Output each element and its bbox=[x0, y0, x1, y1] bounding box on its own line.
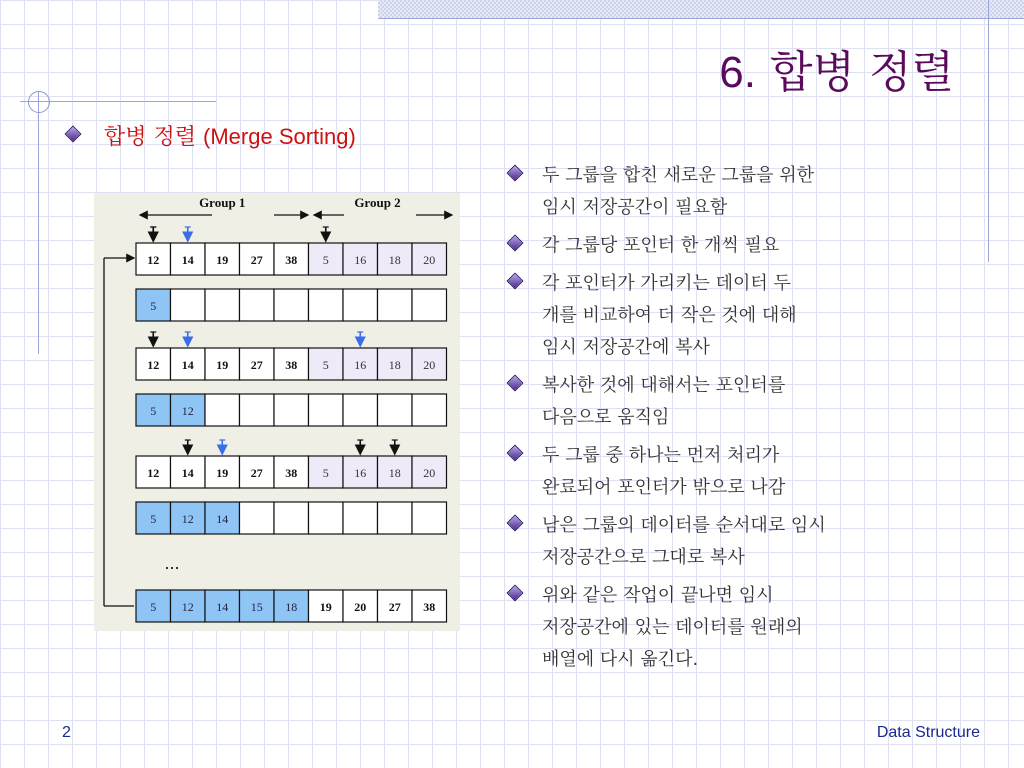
temp-step-2-cell bbox=[309, 394, 344, 426]
array-step-3-value: 38 bbox=[285, 466, 298, 480]
array-step-2-value: 38 bbox=[285, 358, 298, 372]
array-step-2-value: 16 bbox=[354, 358, 367, 372]
array-step-3-value: 27 bbox=[250, 466, 263, 480]
left-vertical-rule bbox=[38, 92, 39, 354]
list-item bbox=[508, 440, 826, 504]
bullet-text: 복사한 것에 대해서는 포인터를 다음으로 움직임 bbox=[542, 375, 786, 428]
title-number: 6. bbox=[719, 48, 756, 97]
array-step-3-value: 19 bbox=[216, 466, 229, 480]
array-step-3-value: 14 bbox=[181, 466, 194, 480]
temp-step-2-cell bbox=[378, 394, 413, 426]
final-row-value: 15 bbox=[250, 600, 263, 614]
bullet-text: 위와 같은 작업이 끝나면 임시 저장공간에 있는 데이터를 원래의 배열에 다시 옮긴다. bbox=[542, 585, 803, 670]
bullet-text: 각 포인터가 가리키는 데이터 두 개를 비교하여 더 작은 것에 대해 임시 저장공간에 복사 bbox=[542, 273, 797, 358]
array-step-1-value: 38 bbox=[285, 253, 298, 267]
array-step-3-value: 20 bbox=[423, 466, 436, 480]
final-row-value: 5 bbox=[150, 600, 157, 614]
array-step-1-value: 14 bbox=[181, 253, 194, 267]
temp-step-1-value: 5 bbox=[150, 299, 157, 313]
temp-step-2-value: 12 bbox=[181, 404, 194, 418]
bullet-diamond-icon bbox=[508, 586, 522, 600]
top-horizontal-rule bbox=[378, 18, 1024, 19]
temp-step-1-cell bbox=[412, 289, 447, 321]
array-step-2-value: 12 bbox=[147, 358, 160, 372]
list-item bbox=[508, 268, 826, 364]
temp-step-1-cell bbox=[171, 289, 206, 321]
array-step-1-value: 5 bbox=[322, 253, 329, 267]
temp-step-3-cell bbox=[240, 502, 275, 534]
merge-sort-svg bbox=[94, 193, 460, 631]
list-item bbox=[508, 580, 826, 676]
merge-sort-diagram bbox=[94, 193, 460, 631]
final-row-value: 18 bbox=[285, 600, 298, 614]
bullet-diamond-icon bbox=[508, 166, 522, 180]
heading-korean: 합병 정렬 bbox=[104, 125, 197, 150]
array-step-1-value: 12 bbox=[147, 253, 160, 267]
array-step-2-value: 20 bbox=[423, 358, 436, 372]
heading-latin: (Merge Sorting) bbox=[203, 124, 356, 149]
bullet-text: 두 그룹을 합친 새로운 그룹을 위한 임시 저장공간이 필요함 bbox=[542, 165, 815, 218]
temp-step-1-cell bbox=[343, 289, 378, 321]
array-step-1-value: 16 bbox=[354, 253, 367, 267]
array-step-1-value: 18 bbox=[388, 253, 401, 267]
right-vertical-rule bbox=[988, 0, 989, 262]
group2-label: Group 2 bbox=[354, 195, 401, 210]
temp-step-3-value: 12 bbox=[181, 512, 194, 526]
array-step-2-value: 27 bbox=[250, 358, 263, 372]
bullet-diamond-icon bbox=[508, 516, 522, 530]
temp-step-1-cell bbox=[309, 289, 344, 321]
group1-label: Group 1 bbox=[199, 195, 246, 210]
array-step-2-value: 18 bbox=[388, 358, 401, 372]
temp-step-3-cell bbox=[378, 502, 413, 534]
top-decoration-band bbox=[378, 0, 1024, 18]
array-step-1-value: 27 bbox=[250, 253, 263, 267]
final-row-value: 20 bbox=[354, 600, 367, 614]
section-heading bbox=[104, 120, 356, 151]
temp-step-1-cell bbox=[240, 289, 275, 321]
page-number: 2 bbox=[62, 724, 71, 741]
temp-step-3-cell bbox=[274, 502, 309, 534]
temp-step-3-cell bbox=[412, 502, 447, 534]
temp-step-3-cell bbox=[343, 502, 378, 534]
list-item bbox=[508, 510, 826, 574]
list-item bbox=[508, 230, 826, 262]
final-row-value: 27 bbox=[388, 600, 401, 614]
bullet-text: 각 그룹당 포인터 한 개씩 필요 bbox=[542, 235, 780, 256]
final-row-value: 12 bbox=[181, 600, 194, 614]
array-step-1-value: 19 bbox=[216, 253, 229, 267]
array-step-2-value: 5 bbox=[322, 358, 329, 372]
title-text: 합병 정렬 bbox=[769, 47, 954, 98]
temp-step-3-value: 5 bbox=[150, 512, 157, 526]
array-step-2-value: 19 bbox=[216, 358, 229, 372]
bullet-diamond-icon bbox=[508, 446, 522, 460]
temp-step-2-cell bbox=[274, 394, 309, 426]
array-step-3-value: 5 bbox=[322, 466, 329, 480]
ellipsis: ... bbox=[164, 553, 180, 573]
bullet-diamond-icon bbox=[508, 274, 522, 288]
temp-step-2-cell bbox=[240, 394, 275, 426]
bullet-text: 두 그룹 중 하나는 먼저 처리가 완료되어 포인터가 밖으로 나감 bbox=[542, 445, 786, 498]
list-item bbox=[508, 370, 826, 434]
temp-step-1-cell bbox=[274, 289, 309, 321]
list-item bbox=[508, 160, 826, 224]
page-title bbox=[719, 36, 954, 100]
temp-step-2-cell bbox=[412, 394, 447, 426]
temp-step-2-value: 5 bbox=[150, 404, 157, 418]
footer-label: Data Structure bbox=[876, 724, 980, 741]
final-row-value: 14 bbox=[216, 600, 229, 614]
temp-step-3-cell bbox=[309, 502, 344, 534]
temp-step-1-cell bbox=[378, 289, 413, 321]
temp-step-1-cell bbox=[205, 289, 240, 321]
final-row-value: 38 bbox=[423, 600, 436, 614]
final-row-value: 19 bbox=[319, 600, 332, 614]
temp-step-3-value: 14 bbox=[216, 512, 229, 526]
array-step-2-value: 14 bbox=[181, 358, 194, 372]
bullet-diamond-icon bbox=[508, 236, 522, 250]
bullet-text: 남은 그룹의 데이터를 순서대로 임시 저장공간으로 그대로 복사 bbox=[542, 515, 826, 568]
temp-step-2-cell bbox=[205, 394, 240, 426]
corner-circle-mark bbox=[28, 91, 50, 113]
heading-bullet-icon bbox=[66, 127, 80, 141]
array-step-1-value: 20 bbox=[423, 253, 436, 267]
array-step-3-value: 16 bbox=[354, 466, 367, 480]
bullet-diamond-icon bbox=[508, 376, 522, 390]
temp-step-2-cell bbox=[343, 394, 378, 426]
array-step-3-value: 12 bbox=[147, 466, 160, 480]
array-step-3-value: 18 bbox=[388, 466, 401, 480]
bullet-list bbox=[508, 160, 826, 682]
